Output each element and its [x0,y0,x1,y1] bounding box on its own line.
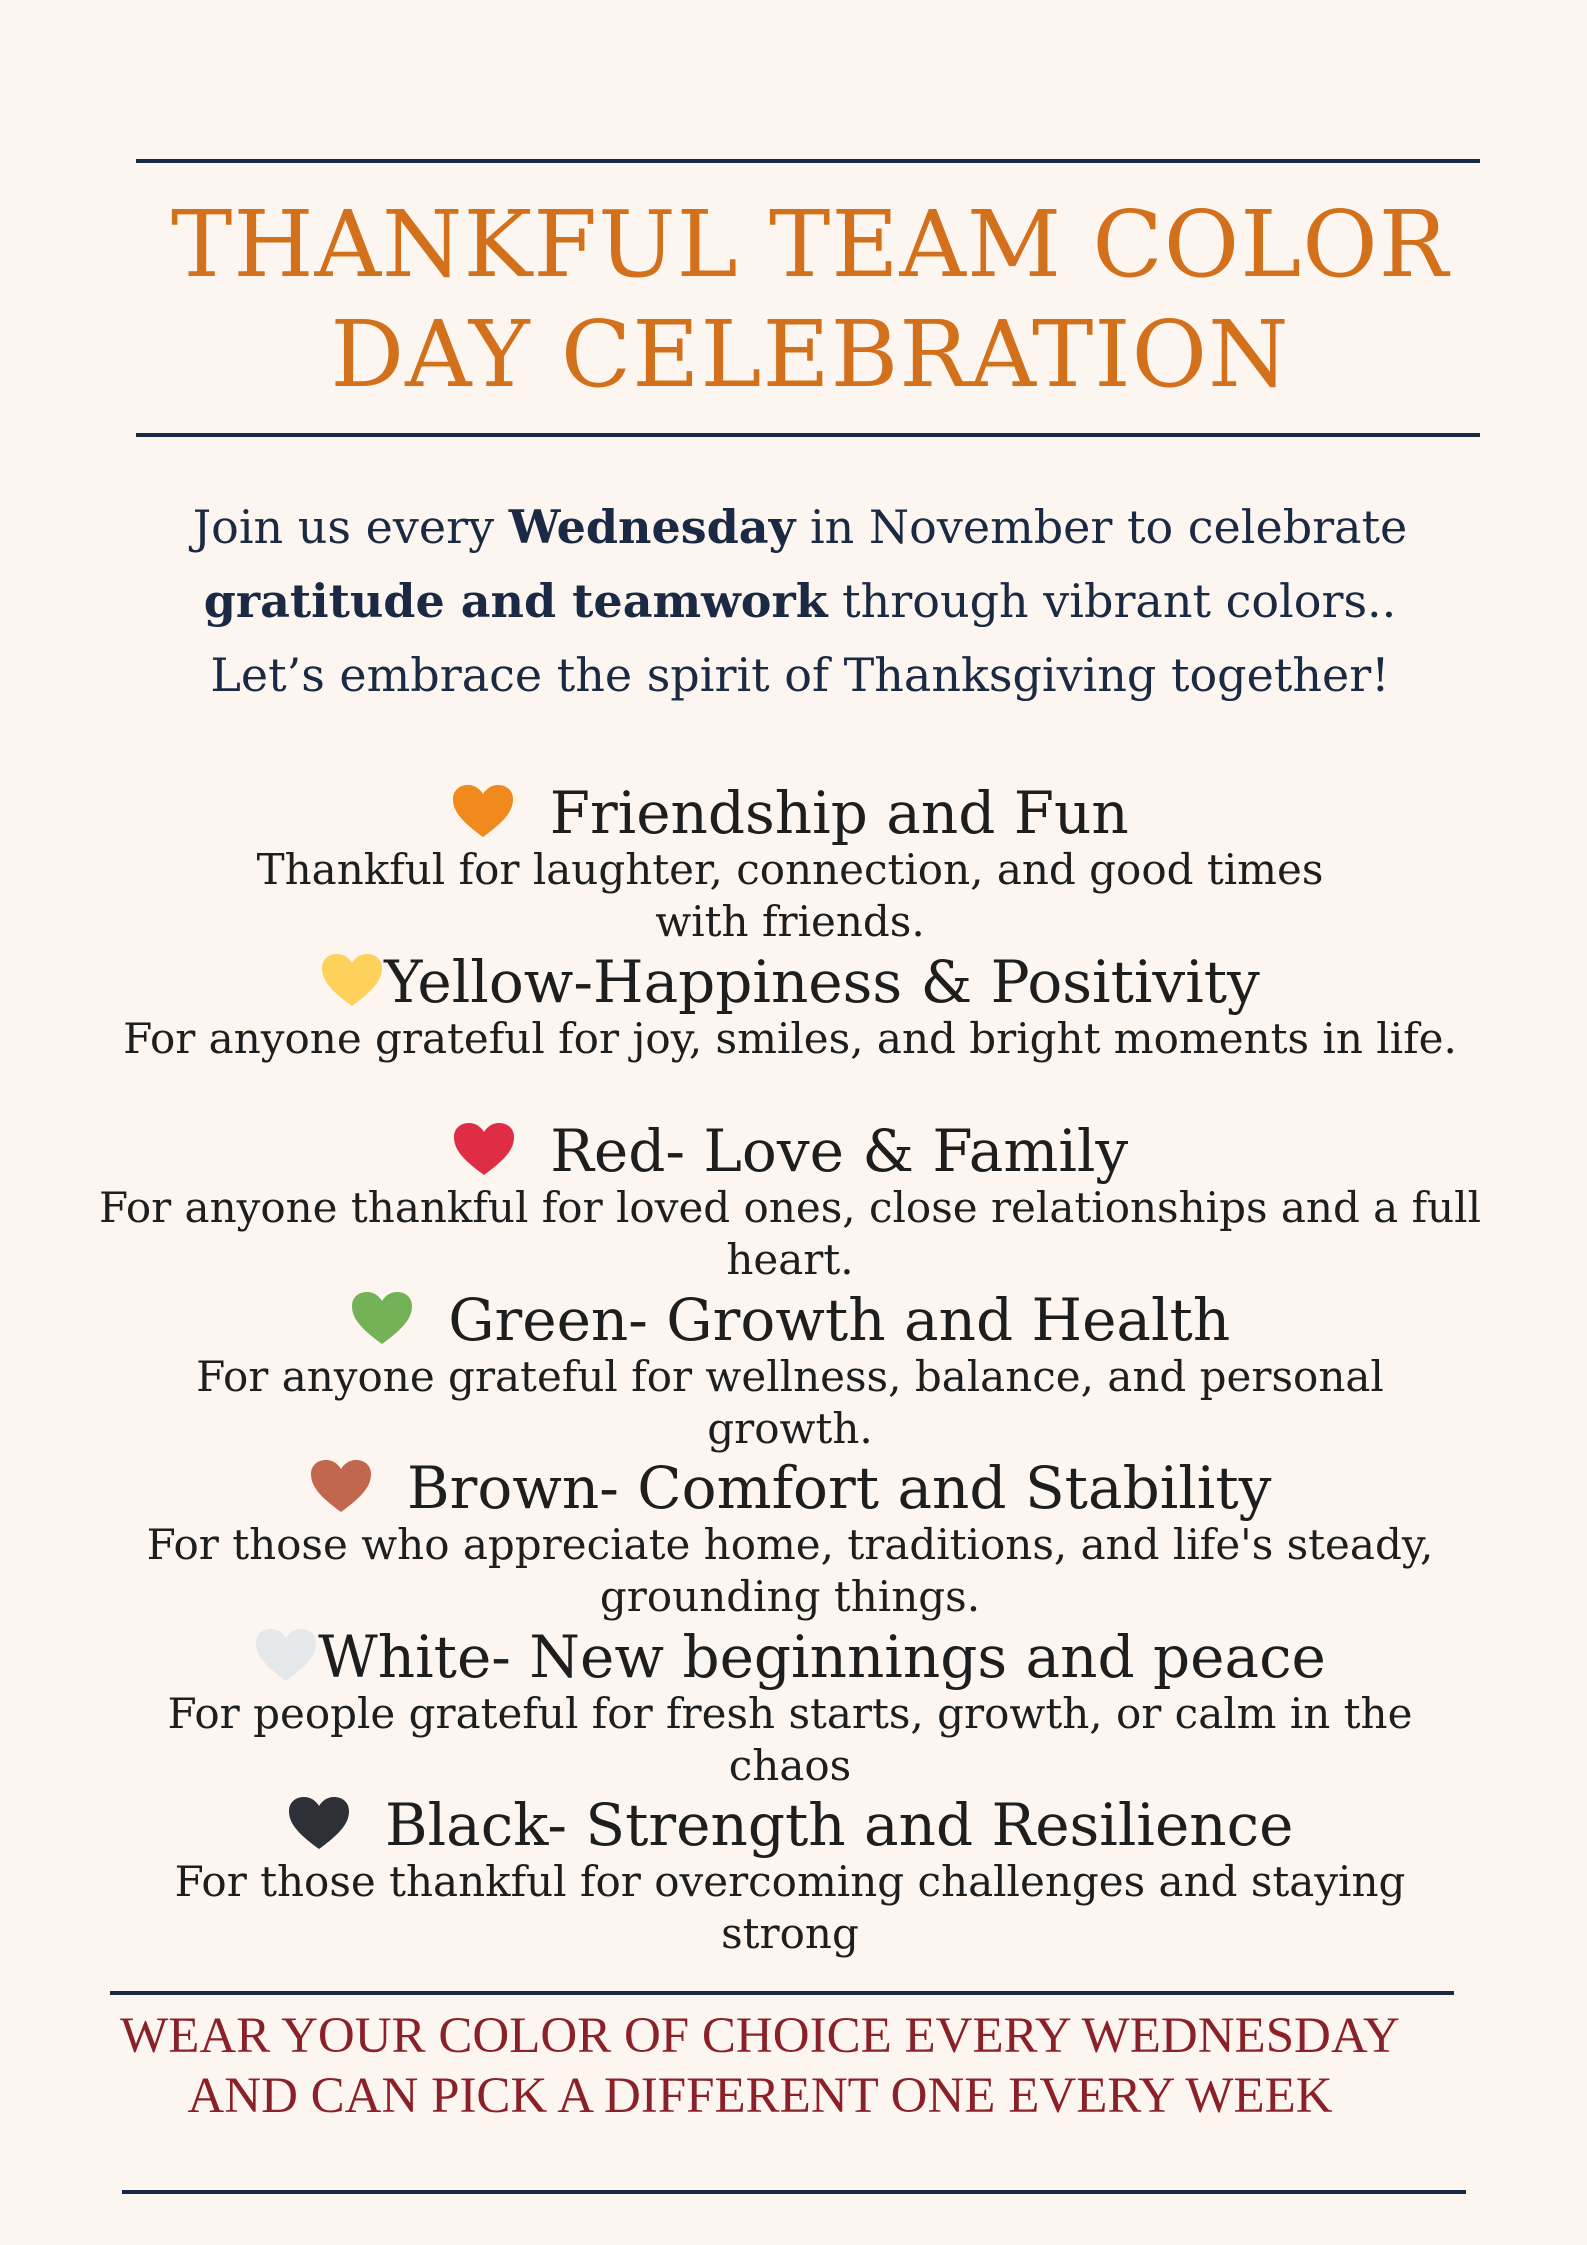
color-item-title: Yellow-Happiness & Positivity [384,948,1260,1016]
intro-gratitude: gratitude and teamwork [203,574,828,628]
title-line-2: DAY CELEBRATION [330,301,1290,408]
color-item-title: Green- Growth and Health [429,1286,1231,1354]
color-item-title-row [80,947,1500,1017]
color-item-title: Brown- Comfort and Stability [388,1454,1272,1522]
intro-line-2 [100,564,1500,638]
brown-heart-icon [309,1458,373,1514]
orange-heart-icon [451,783,515,839]
title-line-1: THANKFUL TEAM COLOR [171,191,1449,298]
intro-line-2-end: through vibrant colors.. [827,574,1397,628]
color-item-title-row [80,1622,1500,1692]
red-heart-icon [452,1121,516,1177]
color-item-description: For anyone thankful for loved ones, close relationships and a full heart. [98,1183,1482,1284]
color-item-yellow [80,947,1500,1065]
intro-line-1 [100,490,1500,564]
intro-line-1-end: in November to celebrate [795,500,1408,554]
color-item-red [80,1116,1500,1286]
intro-wednesday: Wednesday [508,500,796,554]
white-heart-icon [254,1627,318,1683]
color-item-white [80,1622,1500,1792]
color-item-orange [80,778,1500,948]
color-item-title: Black- Strength and Resilience [366,1791,1294,1859]
footer-top-divider [110,1991,1454,1995]
top-divider [136,159,1480,163]
black-heart-icon [287,1795,351,1851]
intro-text [100,490,1500,712]
color-item-green [80,1285,1500,1455]
color-item-title: Friendship and Fun [531,779,1129,847]
footer-bottom-divider [122,2190,1466,2194]
color-item-black [80,1790,1500,1960]
color-item-description: Thankful for laughter, connection, and good times with friends. [256,845,1324,946]
color-item-title-row [80,1453,1500,1523]
intro-line-3: Let’s embrace the spirit of Thanksgiving together! [210,648,1390,702]
color-item-description: For people grateful for fresh starts, growth, or calm in the chaos [167,1689,1413,1790]
color-item-title-row [80,1285,1500,1355]
color-item-title-row [80,1790,1500,1860]
color-item-description: For those thankful for overcoming challenges and staying strong [174,1857,1406,1958]
color-item-title: Red- Love & Family [531,1117,1129,1185]
yellow-heart-icon [320,952,384,1008]
color-item-description: For those who appreciate home, traditions, and life's steady, grounding things. [146,1520,1434,1621]
color-item-title-row [80,778,1500,848]
color-item-title-row [80,1116,1500,1186]
page-title [90,190,1530,410]
color-item-description: For anyone grateful for wellness, balance, and personal growth. [196,1352,1384,1453]
color-item-brown [80,1453,1500,1623]
color-item-description: For anyone grateful for joy, smiles, and bright moments in life. [123,1014,1457,1063]
intro-line-1-start: Join us every [192,500,509,554]
green-heart-icon [350,1290,414,1346]
title-bottom-divider [136,433,1480,437]
footer-note: WEAR YOUR COLOR OF CHOICE EVERY WEDNESDAY AND CAN PICK A DIFFERENT ONE EVERY WEEK [120,2008,1400,2124]
color-item-title: White- New beginnings and peace [318,1623,1326,1691]
